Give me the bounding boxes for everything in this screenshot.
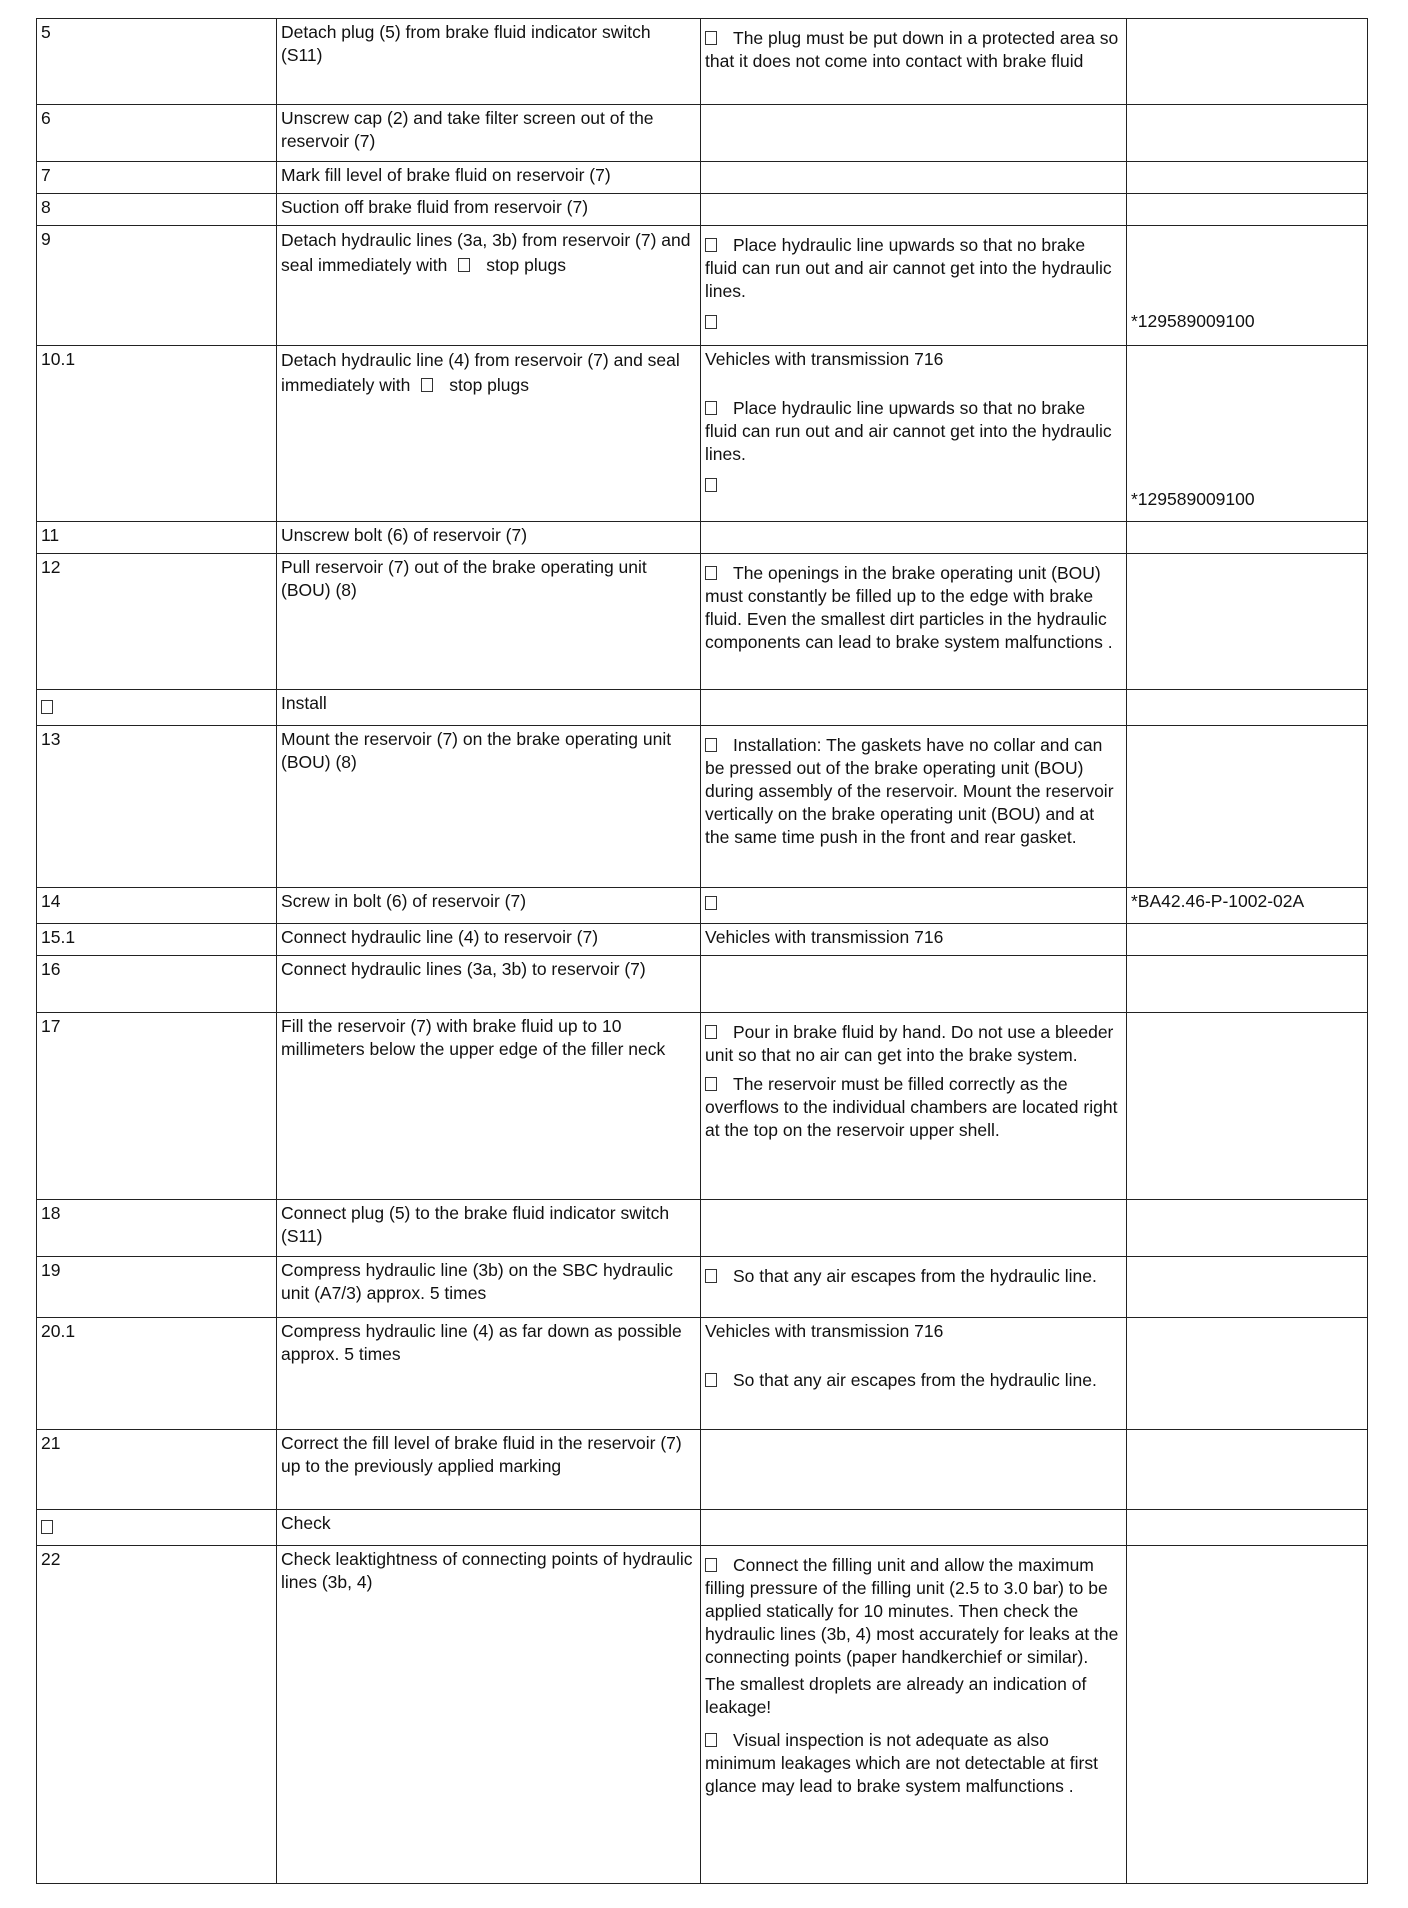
note-icon xyxy=(705,566,717,580)
step-action: Pull reservoir (7) out of the brake operating unit (BOU) (8) xyxy=(277,554,701,690)
step-action: Mount the reservoir (7) on the brake operating unit (BOU) (8) xyxy=(277,726,701,888)
table-row xyxy=(37,1013,1368,1200)
step-number: 16 xyxy=(37,956,277,1013)
table-row xyxy=(37,726,1368,888)
table-row xyxy=(37,162,1368,194)
table-row xyxy=(37,105,1368,162)
step-action: Fill the reservoir (7) with brake fluid up to 10 millimeters below the upper edge of the filler neck xyxy=(277,1013,701,1200)
step-number: 21 xyxy=(37,1430,277,1510)
step-notes: Pour in brake fluid by hand. Do not use a bleeder unit so that no air can get into the brake system. The reservoir must be filled correctly as the overflows to the individual chambers are located right at the top on the reservoir upper shell. xyxy=(701,1013,1127,1200)
note-icon xyxy=(705,1269,717,1283)
step-notes xyxy=(701,194,1127,226)
step-notes xyxy=(701,162,1127,194)
step-reference xyxy=(1127,554,1368,690)
check-icon xyxy=(41,1520,53,1534)
step-number: 9 xyxy=(37,226,277,346)
step-notes: Place hydraulic line upwards so that no brake fluid can run out and air cannot get into the hydraulic lines. xyxy=(701,226,1127,346)
section-title: Install xyxy=(277,690,701,726)
table-row xyxy=(37,1546,1368,1884)
step-notes: Vehicles with transmission 716 Place hydraulic line upwards so that no brake fluid can run out and air cannot get into the hydraulic lines. xyxy=(701,346,1127,522)
vehicle-condition: Vehicles with transmission 716 xyxy=(705,349,944,369)
step-notes xyxy=(701,522,1127,554)
step-action: Connect plug (5) to the brake fluid indicator switch (S11) xyxy=(277,1200,701,1257)
note-icon xyxy=(705,238,717,252)
step-notes xyxy=(701,105,1127,162)
note-icon xyxy=(705,1733,717,1747)
step-number: 11 xyxy=(37,522,277,554)
step-number: 8 xyxy=(37,194,277,226)
step-action: Check leaktightness of connecting points of hydraulic lines (3b, 4) xyxy=(277,1546,701,1884)
step-reference xyxy=(1127,726,1368,888)
step-reference xyxy=(1127,1318,1368,1430)
table-row xyxy=(37,346,1368,522)
step-notes xyxy=(701,1200,1127,1257)
vehicle-condition: Vehicles with transmission 716 xyxy=(705,1321,944,1341)
step-action: Suction off brake fluid from reservoir (7) xyxy=(277,194,701,226)
step-action: Detach hydraulic lines (3a, 3b) from reservoir (7) and seal immediately with stop plugs xyxy=(277,226,701,346)
step-reference xyxy=(1127,1546,1368,1884)
table-row xyxy=(37,226,1368,346)
step-reference xyxy=(1127,522,1368,554)
step-number: 10.1 xyxy=(37,346,277,522)
table-row xyxy=(37,956,1368,1013)
vehicle-condition: Vehicles with transmission 716 xyxy=(701,924,1127,956)
step-reference xyxy=(1127,19,1368,105)
section-title: Check xyxy=(277,1510,701,1546)
table-row xyxy=(37,554,1368,690)
step-reference: *129589009100 xyxy=(1127,346,1368,522)
install-icon xyxy=(41,700,53,714)
step-notes: Installation: The gaskets have no collar and can be pressed out of the brake operating unit (BOU) during assembly of the reservoir. Mount the reservoir vertically on the brake operating unit (BOU) and at the same time push in the front and rear gasket. xyxy=(701,726,1127,888)
step-action: Connect hydraulic line (4) to reservoir (7) xyxy=(277,924,701,956)
tool-icon xyxy=(705,896,717,910)
table-row xyxy=(37,888,1368,924)
table-row xyxy=(37,194,1368,226)
step-number: 20.1 xyxy=(37,1318,277,1430)
procedure-table xyxy=(36,18,1368,1884)
table-row xyxy=(37,19,1368,105)
note-icon xyxy=(705,738,717,752)
note-icon xyxy=(705,1373,717,1387)
step-number: 7 xyxy=(37,162,277,194)
step-action: Detach plug (5) from brake fluid indicator switch (S11) xyxy=(277,19,701,105)
step-number xyxy=(37,690,277,726)
table-row xyxy=(37,1318,1368,1430)
step-reference: *129589009100 xyxy=(1127,226,1368,346)
step-action: Screw in bolt (6) of reservoir (7) xyxy=(277,888,701,924)
step-notes: The plug must be put down in a protected area so that it does not come into contact with brake fluid xyxy=(701,19,1127,105)
step-notes xyxy=(701,956,1127,1013)
table-row xyxy=(37,1257,1368,1318)
note-icon xyxy=(705,401,717,415)
step-reference xyxy=(1127,1430,1368,1510)
stop-plug-icon xyxy=(458,258,470,272)
section-row-install xyxy=(37,690,1368,726)
step-reference xyxy=(1127,1257,1368,1318)
note-icon xyxy=(705,31,717,45)
stop-plug-icon xyxy=(421,378,433,392)
step-notes: So that any air escapes from the hydraulic line. xyxy=(701,1257,1127,1318)
section-row-check xyxy=(37,1510,1368,1546)
step-reference xyxy=(1127,194,1368,226)
step-notes: Connect the filling unit and allow the maximum filling pressure of the filling unit (2.5 to 3.0 bar) to be applied statically for 10 minutes. Then check the hydraulic lines (3b, 4) most accurately for leaks at the connecting points (paper handkerchief or similar). The smallest droplets are already an indication of leakage! Visual inspection is not adequate as also minimum leakages which are not detectable at first glance may lead to brake system malfunctions . xyxy=(701,1546,1127,1884)
step-action: Correct the fill level of brake fluid in the reservoir (7) up to the previously applied marking xyxy=(277,1430,701,1510)
table-row xyxy=(37,522,1368,554)
step-number: 13 xyxy=(37,726,277,888)
step-action: Mark fill level of brake fluid on reservoir (7) xyxy=(277,162,701,194)
step-notes: The openings in the brake operating unit (BOU) must constantly be filled up to the edge with brake fluid. Even the smallest dirt particles in the hydraulic components can lead to brake system malfunctions . xyxy=(701,554,1127,690)
step-notes xyxy=(701,1430,1127,1510)
step-number: 12 xyxy=(37,554,277,690)
step-action: Unscrew bolt (6) of reservoir (7) xyxy=(277,522,701,554)
step-number: 6 xyxy=(37,105,277,162)
note-icon xyxy=(705,1025,717,1039)
table-row xyxy=(37,924,1368,956)
step-action: Connect hydraulic lines (3a, 3b) to reservoir (7) xyxy=(277,956,701,1013)
tool-icon xyxy=(705,478,717,492)
step-action: Unscrew cap (2) and take filter screen out of the reservoir (7) xyxy=(277,105,701,162)
step-notes xyxy=(701,888,1127,924)
step-number xyxy=(37,1510,277,1546)
step-reference xyxy=(1127,924,1368,956)
table-row xyxy=(37,1430,1368,1510)
step-action: Compress hydraulic line (3b) on the SBC hydraulic unit (A7/3) approx. 5 times xyxy=(277,1257,701,1318)
step-number: 15.1 xyxy=(37,924,277,956)
step-notes xyxy=(701,690,1127,726)
step-reference: *BA42.46-P-1002-02A xyxy=(1127,888,1368,924)
step-number: 5 xyxy=(37,19,277,105)
step-action: Detach hydraulic line (4) from reservoir (7) and seal immediately with stop plugs xyxy=(277,346,701,522)
step-reference xyxy=(1127,162,1368,194)
step-notes xyxy=(701,1510,1127,1546)
step-notes: Vehicles with transmission 716 So that any air escapes from the hydraulic line. xyxy=(701,1318,1127,1430)
step-reference xyxy=(1127,1200,1368,1257)
step-number: 14 xyxy=(37,888,277,924)
step-number: 18 xyxy=(37,1200,277,1257)
step-reference xyxy=(1127,1510,1368,1546)
step-number: 17 xyxy=(37,1013,277,1200)
step-reference xyxy=(1127,105,1368,162)
tool-icon xyxy=(705,315,717,329)
step-number: 22 xyxy=(37,1546,277,1884)
note-icon xyxy=(705,1558,717,1572)
step-reference xyxy=(1127,690,1368,726)
step-reference xyxy=(1127,1013,1368,1200)
note-icon xyxy=(705,1077,717,1091)
step-reference xyxy=(1127,956,1368,1013)
step-number: 19 xyxy=(37,1257,277,1318)
step-action: Compress hydraulic line (4) as far down as possible approx. 5 times xyxy=(277,1318,701,1430)
table-row xyxy=(37,1200,1368,1257)
